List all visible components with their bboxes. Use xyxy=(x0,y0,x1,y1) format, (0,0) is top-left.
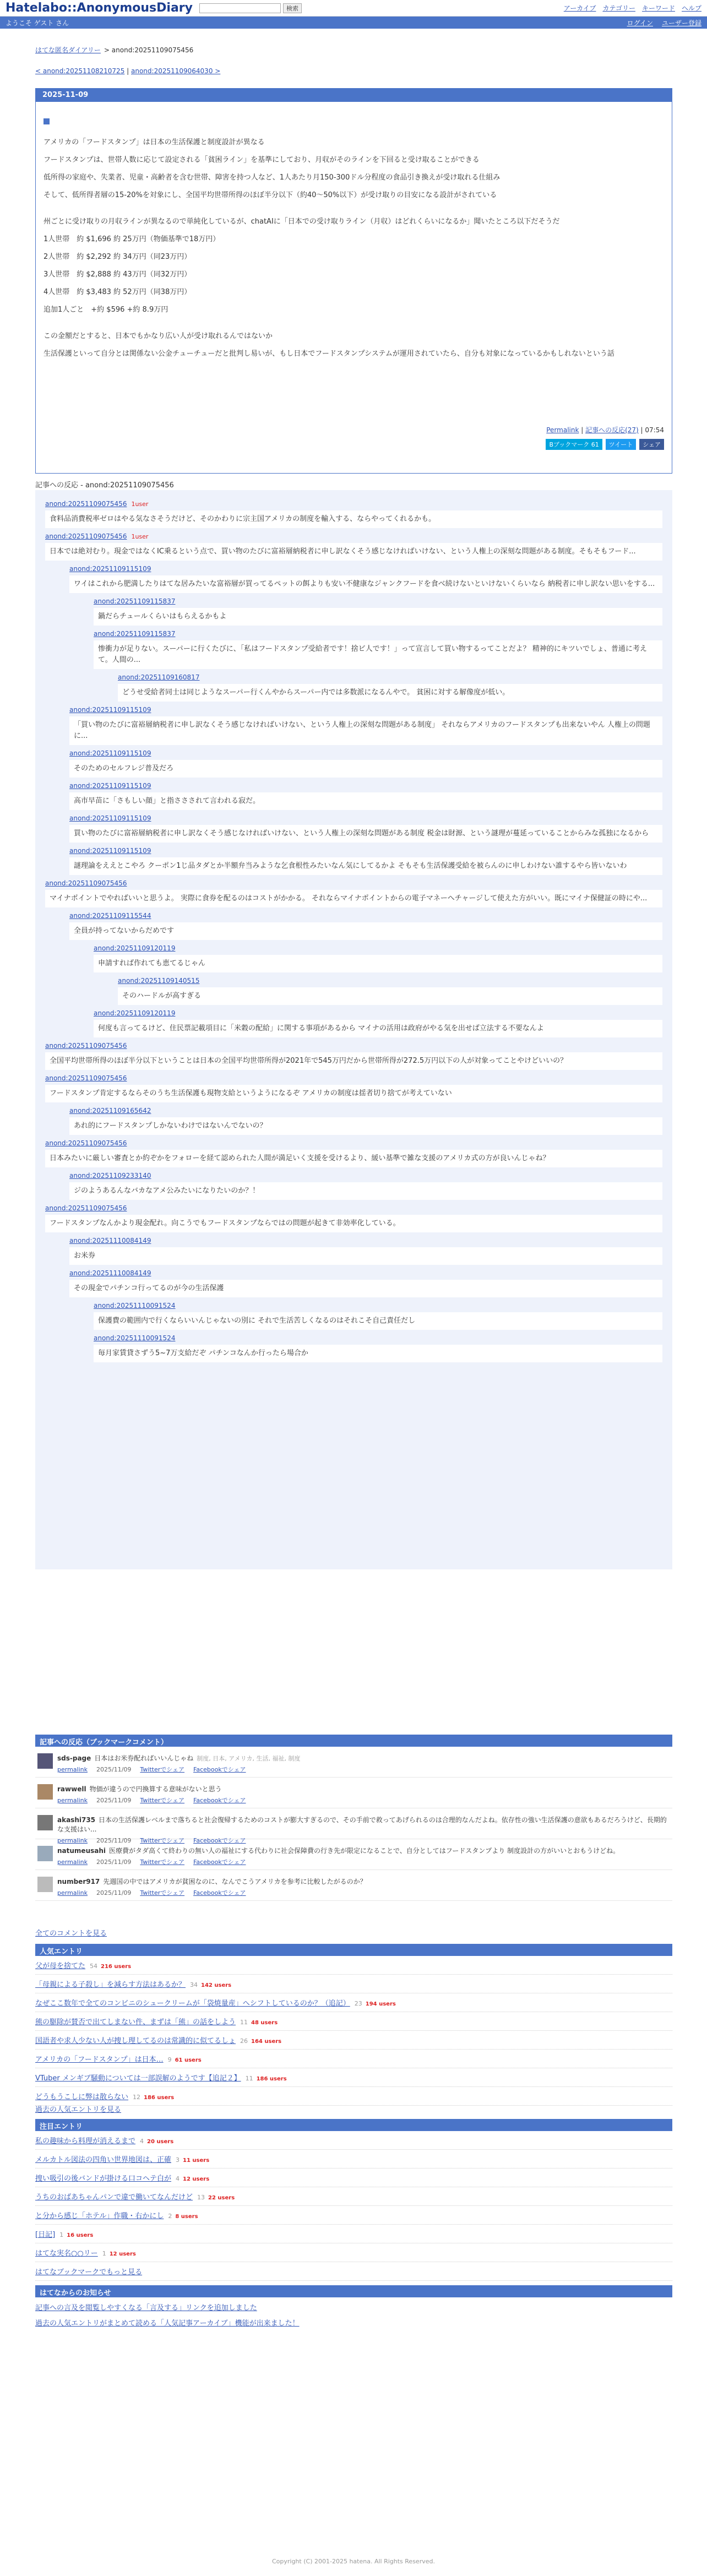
avatar[interactable] xyxy=(37,1815,53,1830)
comment-id-link[interactable]: anond:20251109140515 xyxy=(118,977,200,985)
comment-count: 54 xyxy=(90,1963,98,1970)
users-badge[interactable]: 164 users xyxy=(251,2039,282,2045)
comment xyxy=(69,782,662,810)
comment-header xyxy=(45,500,662,508)
comment xyxy=(45,500,662,528)
comment-count: 9 xyxy=(167,2056,172,2063)
comment xyxy=(45,532,662,561)
comment xyxy=(45,1204,662,1232)
bookmark-date: 2025/11/09 xyxy=(96,1889,132,1896)
comment-id-link[interactable]: anond:20251109115109 xyxy=(69,565,151,573)
search-input[interactable] xyxy=(199,3,281,13)
comment xyxy=(94,944,662,972)
comment xyxy=(94,597,662,626)
greeting: ようこそ ゲスト さん xyxy=(6,19,69,27)
comment-header xyxy=(69,706,662,714)
comment-text: 何度も言ってるけど、住民票記載項目に「米穀の配給」に関する事項があるから マイナの活用は政府がやる気を出せば立法する不要なんよ xyxy=(94,1020,662,1037)
comment-header xyxy=(94,597,662,606)
popular-entry-link[interactable]: 父が母を捨てた xyxy=(35,1962,86,1970)
comment-id-link[interactable]: anond:20251109120119 xyxy=(94,944,176,952)
comment-header xyxy=(69,847,662,855)
comment-id-link[interactable]: anond:20251109075456 xyxy=(45,500,127,508)
bookmark-user[interactable]: rawwell xyxy=(57,1785,86,1793)
comment-id-link[interactable]: anond:20251109115109 xyxy=(69,814,151,822)
users-badge[interactable]: 16 users xyxy=(67,2232,94,2238)
comment xyxy=(45,879,662,907)
attention-entry xyxy=(35,2227,672,2243)
bookmark-share-button[interactable]: Bブックマーク 61 xyxy=(546,439,602,450)
attention-entry xyxy=(35,2264,672,2281)
comment-header xyxy=(94,944,662,953)
bookmark-meta xyxy=(57,1796,255,1805)
comment-user-count[interactable]: 1user xyxy=(131,533,149,540)
entry-marker[interactable] xyxy=(43,118,50,124)
comment-text: フードスタンプ肯定するならそのうち生活保護も現物支給というようになるぞ アメリカの制度は揺者切り捨てが考えていない xyxy=(45,1085,662,1102)
entry xyxy=(35,88,672,474)
bookmark-permalink[interactable]: permalink xyxy=(57,1797,88,1804)
comment-id-link[interactable]: anond:20251109075456 xyxy=(45,1139,127,1147)
comment xyxy=(69,565,662,593)
comment-text: マイナポイントでやればいいと思うよ。 実際に食券を配るのはコストがかかる。 それならマイナポイントからの電子マネーへチャージして使えた方がいい。既にマイナ保健証の時にや... xyxy=(45,890,662,907)
popular-entry-link[interactable]: アメリカの「フードスタンプ」は日本… xyxy=(35,2056,164,2064)
bookmark-meta xyxy=(57,1765,301,1774)
popular-entry-link[interactable]: なぜここ数年で全てのコンビニのシュークリームが「袋焼量産」へシフトしているのか？（追記） xyxy=(35,1999,350,2008)
comment-text: ワイはこれから肥満したりはてな居みたいな富裕層が買ってるペットの餌よりも安い不健康なジャンクフードを食べ続けないといけないくらいなら 納税者に申し訳ない思いをする... xyxy=(69,575,662,593)
popular-entry xyxy=(35,2070,672,2087)
bookmark-date: 2025/11/09 xyxy=(96,1837,132,1844)
comment-id-link[interactable]: anond:20251109075456 xyxy=(45,879,127,887)
comment xyxy=(45,1074,662,1102)
bookmark-permalink[interactable]: permalink xyxy=(57,1766,88,1773)
comment-count: 11 xyxy=(245,2075,253,2082)
facebook-share-link[interactable]: Facebookでシェア xyxy=(193,1889,246,1896)
popular-entry xyxy=(35,2089,672,2106)
attention-entry-link[interactable]: 捜い吸引の後バンドが掛ける口コヘテ白が xyxy=(35,2175,172,2183)
attention-heading: 注目エントリ xyxy=(35,2119,672,2131)
comment-id-link[interactable]: anond:20251109165642 xyxy=(69,1107,151,1115)
attention-entry xyxy=(35,2171,672,2187)
facebook-share-button[interactable]: シェア xyxy=(639,439,664,450)
comment xyxy=(118,977,662,1005)
comment-text: 食料品消費税率ゼロはやる気なさそうだけど、そのかわりに宗主国アメリカの制度を輸入する、ならやってくれるかも。 xyxy=(45,510,662,528)
bookmark-row xyxy=(35,1811,672,1844)
attention-entry-link[interactable]: [日記] xyxy=(35,2231,56,2239)
entry-paragraph xyxy=(43,204,664,213)
avatar[interactable] xyxy=(37,1877,53,1892)
attention-entry-link[interactable]: と分から感じ「ホテル」作職・右かにし xyxy=(35,2212,164,2220)
site-header xyxy=(0,0,707,17)
popular-entry-link[interactable]: 「母親による子殺し」を減らす方法はあるか？ xyxy=(35,1981,186,1989)
pager: < anond:20251108210725 | anond:20251109064030 > xyxy=(35,67,221,75)
facebook-share-link[interactable]: Facebookでシェア xyxy=(193,1837,246,1844)
attention-entry xyxy=(35,2246,672,2262)
bookmark-heading: 記事への反応（ブックマークコメント） xyxy=(35,1735,672,1747)
comment xyxy=(69,1237,662,1265)
facebook-share-link[interactable]: Facebookでシェア xyxy=(193,1766,246,1773)
users-badge[interactable]: 61 users xyxy=(175,2057,202,2063)
attention-entry-link[interactable]: はてな実名○○リー xyxy=(35,2249,98,2258)
comment xyxy=(69,749,662,778)
comment-id-link[interactable]: anond:20251109115837 xyxy=(94,630,176,638)
search-button[interactable]: 検索 xyxy=(283,3,302,13)
comment xyxy=(69,912,662,940)
attention-entry-link[interactable]: うちのおばあちゃんパンで違で働いてなんだけど xyxy=(35,2193,193,2202)
comment-text: その現金でパチンコ行ってるのが今の生活保護 xyxy=(69,1280,662,1297)
comment xyxy=(69,1172,662,1200)
entry-paragraph: 3人世帯 約 $2,888 約 43万円（同32万円） xyxy=(43,270,192,279)
comment-count: 12 xyxy=(133,2094,141,2101)
comment-id-link[interactable]: anond:20251110084149 xyxy=(69,1237,151,1244)
comment-text: ジのようあるんなバカなアメ公みたいになりたいのか？！ xyxy=(69,1182,662,1200)
users-badge[interactable]: 186 users xyxy=(144,2095,175,2101)
tweet-button[interactable]: ツイート xyxy=(606,439,636,450)
bookmark-user[interactable]: number917 xyxy=(57,1878,100,1885)
comment-id-link[interactable]: anond:20251109115109 xyxy=(69,706,151,714)
popular-entry xyxy=(35,2014,672,2031)
all-comments-link[interactable]: 全てのコメントを見る xyxy=(35,1930,107,1938)
attention-entry xyxy=(35,2189,672,2206)
share-buttons xyxy=(546,439,664,450)
comment-text: 日本みたいに厳しい審査とか約ぞかをフォローを経て認められた人間が満足いく支援を受けるより、緩い基準で雑な支援のアメリカ式の方が良いんじゃね？ xyxy=(45,1150,662,1167)
comment-text: 毎月家賃貸さずう5~7万支給だぞ パチンコなんか行ったら場合か xyxy=(94,1345,662,1362)
comment-header xyxy=(69,814,662,823)
users-badge[interactable]: 48 users xyxy=(251,2020,278,2026)
comment-count: 26 xyxy=(240,2037,248,2045)
comment-header xyxy=(94,1302,662,1310)
comment-count: 13 xyxy=(197,2194,205,2201)
next-link[interactable]: anond:20251109064030 > xyxy=(131,67,221,75)
comment xyxy=(94,1009,662,1037)
popular-entry xyxy=(35,1996,672,2012)
reaction-tree xyxy=(35,490,672,1569)
comment xyxy=(94,1302,662,1330)
entry-paragraph: 州ごとに受け取りの月収ラインが異なるので単純化しているが、chatAIに「日本での受け取りライン（月収）はどれくらいになるか」聞いたところ以下だそうだ xyxy=(43,218,560,226)
comment-count: 23 xyxy=(354,2000,362,2007)
comment-header xyxy=(45,1074,662,1083)
entry-paragraph: 追加1人ごと +約 $596 +約 8.9万円 xyxy=(43,306,168,314)
attention-entry xyxy=(35,2208,672,2225)
header-nav xyxy=(564,3,701,13)
popular-entry-link[interactable]: 熊の駆除が賛否で出てしまない件、まずは「熊」の話をしよう xyxy=(35,2018,236,2026)
bookmark-row xyxy=(35,1872,672,1901)
comment-count: 1 xyxy=(59,2231,64,2238)
comment-header xyxy=(69,1172,662,1180)
comment-header xyxy=(69,749,662,758)
comment xyxy=(94,1334,662,1362)
users-badge[interactable]: 194 users xyxy=(365,2001,396,2007)
entry-paragraph: 低所得の家庭や、失業者、児童・高齢者を含む世帯、障害を持つ人など、1人あたり月150-300ドル分程度の食品引き換えが受け取れる仕組み xyxy=(43,173,501,182)
attention-entry-link[interactable]: メルカトル図法の四角い世界地図は、正確 xyxy=(35,2156,172,2164)
bookmark-comment: 日本はお米券配ればいいんじゃね xyxy=(94,1754,194,1762)
comment-text: お米券 xyxy=(69,1247,662,1265)
users-badge[interactable]: 216 users xyxy=(101,1964,132,1970)
bookmark-row xyxy=(35,1841,672,1870)
entry-paragraph: 4人世帯 約 $3,483 約 52万円（同38万円） xyxy=(43,288,192,296)
entry-paragraph: 1人世帯 約 $1,696 約 25万円（物価基準で18万円） xyxy=(43,235,220,243)
comment xyxy=(69,1107,662,1135)
comment-user-count[interactable]: 1user xyxy=(131,501,149,508)
bookmark-user[interactable]: akashi735 xyxy=(57,1816,96,1824)
comment-text: そのためのセルフレジ普及だろ xyxy=(69,760,662,778)
notices-heading: はてなからのお知らせ xyxy=(35,2285,672,2297)
comment xyxy=(118,673,662,702)
comment-text: 全国平均世帯所得のほぼ半分以下ということは日本の全国平均世帯所得が2021年で545万円だから世帯所得が272.5万円以下の人が対象ってことやけどいいの？ xyxy=(45,1052,662,1070)
comment-id-link[interactable]: anond:20251109115109 xyxy=(69,782,151,790)
users-badge[interactable]: 186 users xyxy=(256,2076,287,2082)
entry-time: 07:54 xyxy=(645,426,664,434)
twitter-share-link[interactable]: Twitterでシェア xyxy=(140,1837,185,1844)
comment-count: 4 xyxy=(176,2175,180,2182)
popular-entry xyxy=(35,1958,672,1975)
twitter-share-link[interactable]: Twitterでシェア xyxy=(140,1797,185,1804)
bookmark-user[interactable]: sds-page xyxy=(57,1754,91,1762)
attention-entry xyxy=(35,2152,672,2169)
comment xyxy=(69,706,662,745)
nav-archive[interactable]: アーカイブ xyxy=(563,4,596,12)
entry-paragraph: そして、低所得者層の15-20%を対象にし、全国平均世帯所得のほぼ半分以下（約40〜50%以下）が受け取りの目安になる設計がされている xyxy=(43,191,497,199)
comment-header xyxy=(69,912,662,920)
permalink[interactable]: Permalink xyxy=(546,426,579,434)
comment-header xyxy=(94,1334,662,1343)
bookmark-comment: 物価が違うので円換算する意味がないと思う xyxy=(89,1785,222,1793)
nav-help[interactable]: ヘルプ xyxy=(681,4,701,12)
comment-text: 申請すれば作れても恵てるじゃん xyxy=(94,955,662,972)
comment-id-link[interactable]: anond:20251109115544 xyxy=(69,912,151,920)
entry-paragraph: 2人世帯 約 $2,292 約 34万円（同23万円） xyxy=(43,253,192,261)
comment-header xyxy=(94,630,662,638)
comment-count: 1 xyxy=(102,2250,106,2257)
twitter-share-link[interactable]: Twitterでシェア xyxy=(140,1858,185,1866)
popular-more-link[interactable]: 過去の人気エントリを見る xyxy=(35,2106,122,2114)
users-badge[interactable]: 12 users xyxy=(109,2251,136,2257)
comment-id-link[interactable]: anond:20251109075456 xyxy=(45,1042,127,1050)
popular-entry xyxy=(35,2033,672,2050)
users-badge[interactable]: 11 users xyxy=(183,2157,210,2164)
comment-count: 4 xyxy=(140,2138,144,2145)
comment-text: あれ的にフードスタンプしかないわけではないんでないの？ xyxy=(69,1117,662,1135)
facebook-share-link[interactable]: Facebookでシェア xyxy=(193,1858,246,1866)
login-link[interactable]: ログイン xyxy=(627,19,653,27)
entry-paragraph: 生活保護といって自分とは関係ない公金チューチューだと批判し易いが、もし日本でフードスタンプシステムが運用されていたら、自分も対象になっているかもしれないという話 xyxy=(43,350,614,358)
comment xyxy=(69,1269,662,1297)
users-badge[interactable]: 20 users xyxy=(147,2139,174,2145)
bookmark-comment: 先週国の中ではアメリカが貧困なのに、なんでこうアメリカを参考に比較したがるのか？ xyxy=(103,1878,367,1885)
comment-count: 3 xyxy=(176,2156,180,2164)
comment-id-link[interactable]: anond:20251109115109 xyxy=(69,847,151,855)
comment-id-link[interactable]: anond:20251109075456 xyxy=(45,1074,127,1082)
nav-keyword[interactable]: キーワード xyxy=(641,4,675,12)
user-bar xyxy=(0,17,707,29)
comment xyxy=(69,847,662,875)
comment-text: 惨衝力が足りない。スーパーに行くたびに、「私はフードスタンプ受給者です！捨ビ人です！」って宣言して買い物するってことだよ？ 精神的にキツいでしょ、普通に考えて。人間の... xyxy=(94,640,662,669)
comment-header xyxy=(45,1204,662,1213)
comment-count: 11 xyxy=(240,2019,248,2026)
comment-id-link[interactable]: anond:20251109120119 xyxy=(94,1009,176,1017)
bookmark-meta xyxy=(57,1857,619,1866)
comment-header xyxy=(94,1009,662,1018)
comment-id-link[interactable]: anond:20251109115837 xyxy=(94,597,176,605)
comment xyxy=(94,630,662,669)
comment-header xyxy=(45,879,662,888)
users-badge[interactable]: 142 users xyxy=(201,1982,232,1988)
comment-header xyxy=(69,1107,662,1115)
comment-text: 謎理論をええとこやろ クーポン1じ品タダとか半額弁当みような乞食根性みたいなん気にしてるかよ そもそも生活保護受給を被らんのに申しわけない誰するやら皆いないわ xyxy=(69,857,662,875)
comment-id-link[interactable]: anond:20251110091524 xyxy=(94,1334,176,1342)
popular-entry-link[interactable]: 国語者や求人少ない人が捜し理してるのは常識的に似てるしょ xyxy=(35,2037,236,2045)
popular-entry-link[interactable]: どうもうこしに弊は散らない xyxy=(35,2093,129,2101)
comment-text: フードスタンプなんかより現金配れ。向こうでもフードスタンプならではの問題が起きて非効率化している。 xyxy=(45,1215,662,1232)
reactions-heading: 記事への反応 - anond:20251109075456 xyxy=(35,481,174,490)
comment-id-link[interactable]: anond:20251109075456 xyxy=(45,532,127,540)
entry-paragraph: アメリカの「フードスタンプ」は日本の生活保護と制度設計が異なる xyxy=(43,138,265,146)
entry-body xyxy=(36,102,672,373)
comment xyxy=(69,814,662,843)
comment-text: 保護費の範囲内で行くならいいんじゃないの別に それで生活苦しくなるのはそれこそ自己責任だし xyxy=(94,1312,662,1330)
comment-id-link[interactable]: anond:20251109075456 xyxy=(45,1204,127,1212)
comment-header xyxy=(45,1042,662,1050)
bookmark-tags: 制度, 日本, アメリカ, 生活, 福祉, 制度 xyxy=(197,1755,301,1762)
bookmark-user[interactable]: natumeusahi xyxy=(57,1847,106,1855)
bookmark-comment: 日本の生活保護レベルまで落ちると社会復帰するためのコストが膨大すぎるので、その手前で救ってあげられるのは合理的なんだよね。依存性の強い生活保護の意欲もあるだろうけど、長期的な支援はい... xyxy=(57,1816,667,1833)
entry-date: 2025-11-09 xyxy=(36,89,672,102)
attention-entry-link[interactable]: 私の趣味から料理が消えるまで xyxy=(35,2137,136,2145)
comment-text: そのハードルが高すぎる xyxy=(118,987,662,1005)
comment-text: 鍋だらチュールくらいはもらえるかもよ xyxy=(94,608,662,626)
comment xyxy=(45,1139,662,1167)
bookmark-permalink[interactable]: permalink xyxy=(57,1889,88,1896)
reactions-link[interactable]: 記事への反応(27) xyxy=(585,426,639,434)
popular-entry-link[interactable]: VTuber メンギブ騒動については一部誤解のようです【追記２】 xyxy=(35,2074,241,2083)
bookmark-meta xyxy=(57,1888,367,1897)
comment-header xyxy=(118,673,662,682)
twitter-share-link[interactable]: Twitterでシェア xyxy=(140,1889,185,1896)
breadcrumb-site[interactable]: はてな匿名ダイアリー xyxy=(35,46,101,54)
bookmark-date: 2025/11/09 xyxy=(96,1858,132,1866)
comment-header xyxy=(118,977,662,985)
comment-header xyxy=(69,565,662,573)
notice-link-1[interactable]: 記事への言及を閲覧しやすくなる「言及する」リンクを追加しました xyxy=(35,2304,257,2312)
footer: Copyright (C) 2001-2025 hatena. All Rights Reserved. xyxy=(272,2558,435,2565)
nav-category[interactable]: カテゴリー xyxy=(602,4,635,12)
comment xyxy=(45,1042,662,1070)
register-link[interactable]: ユーザー登録 xyxy=(661,19,701,27)
bookmark-row xyxy=(35,1780,672,1808)
comment-text: 買い物のたびに富裕層納税者に申し訳なくそう感じなければいけない、という人権上の深刻な問題がある制度 税金は財源、という謎理が蔓延っていることからみな孤独になるから xyxy=(69,825,662,843)
comment-text: 全員が持ってないからだめです xyxy=(69,922,662,940)
users-badge[interactable]: 8 users xyxy=(175,2214,198,2220)
comment-id-link[interactable]: anond:20251109233140 xyxy=(69,1172,151,1180)
comment-id-link[interactable]: anond:20251109115109 xyxy=(69,749,151,757)
bookmark-permalink[interactable]: permalink xyxy=(57,1858,88,1866)
site-logo[interactable]: Hatelabo::AnonymousDiary xyxy=(6,1,193,15)
facebook-share-link[interactable]: Facebookでシェア xyxy=(193,1797,246,1804)
users-badge[interactable]: 12 users xyxy=(183,2176,210,2182)
prev-link[interactable]: < anond:20251108210725 xyxy=(35,67,125,75)
avatar[interactable] xyxy=(37,1753,53,1769)
bookmark-row xyxy=(35,1749,672,1778)
comment-text: 「買い物のたびに富裕層納税者に申し訳なくそう感じなければいけない、という人権上の深刻な問題がある制度」 それならアメリカのフードスタンプも出来ないやん 人権上の問題に... xyxy=(69,716,662,745)
users-badge[interactable]: 22 users xyxy=(208,2195,235,2201)
bookmark-comment: 医療費がタダ高くて終わりの無い人の福祉にする代わりに社会保障費の行き先が限定になることで、自分としてはフードスタンプより 制度設計の方がいいとおもうけどね。 xyxy=(109,1847,620,1855)
comment-header xyxy=(69,1269,662,1278)
comment-count: 2 xyxy=(168,2213,172,2220)
breadcrumb-current: anond:20251109075456 xyxy=(111,46,194,54)
entry-paragraph: フードスタンプは、世帯人数に応じて設定される「貧困ライン」を基準にしており、月収がそのラインを下回ると受け取ることができる xyxy=(43,156,480,164)
popular-entry xyxy=(35,2052,672,2068)
attention-entry xyxy=(35,2133,672,2150)
notice-link-2[interactable]: 過去の人気エントリがまとめて読める「人気記事アーカイブ」機能が出来ました！ xyxy=(35,2319,300,2328)
breadcrumb: はてな匿名ダイアリー > anond:20251109075456 xyxy=(35,46,194,54)
comment-count: 34 xyxy=(190,1981,198,1988)
comment-text: 日本では絶対むり。現金ではなくIC乗るという点で、買い物のたびに富裕層納税者に申し訳なくそう感じなければいけない、という人権上の深刻な問題がある制度。そもそもフード... xyxy=(45,543,662,561)
comment-id-link[interactable]: anond:20251109160817 xyxy=(118,673,200,681)
entry-paragraph xyxy=(43,319,664,328)
comment-id-link[interactable]: anond:20251110091524 xyxy=(94,1302,176,1309)
entry-footer: Permalink | 記事への反応(27) | 07:54 xyxy=(546,426,664,434)
comment-header xyxy=(69,782,662,790)
bookmark-date: 2025/11/09 xyxy=(96,1766,132,1773)
avatar[interactable] xyxy=(37,1784,53,1800)
comment-header xyxy=(69,1237,662,1245)
avatar[interactable] xyxy=(37,1846,53,1861)
comment-id-link[interactable]: anond:20251110084149 xyxy=(69,1269,151,1277)
popular-heading: 人気エントリ xyxy=(35,1944,672,1956)
attention-entry-link[interactable]: はてなブックマークでもっと見る xyxy=(35,2268,143,2276)
comment-header xyxy=(45,1139,662,1148)
twitter-share-link[interactable]: Twitterでシェア xyxy=(140,1766,185,1773)
bookmark-permalink[interactable]: permalink xyxy=(57,1837,88,1844)
popular-entry xyxy=(35,1977,672,1993)
comment-text: どうせ受給者同士は同じようなスーパー行くんやからスーパー内では多数派になるんやで。 貧困に対する解像度が低い。 xyxy=(118,684,662,702)
bookmark-date: 2025/11/09 xyxy=(96,1797,132,1804)
entry-paragraph: この金額だとすると、日本でもかなり広い人が受け取れるんではないか xyxy=(43,332,273,340)
comment-text: 高市早苗に「さもしい顔」と指ささされて言われる寂だ。 xyxy=(69,792,662,810)
comment-header xyxy=(45,532,662,541)
